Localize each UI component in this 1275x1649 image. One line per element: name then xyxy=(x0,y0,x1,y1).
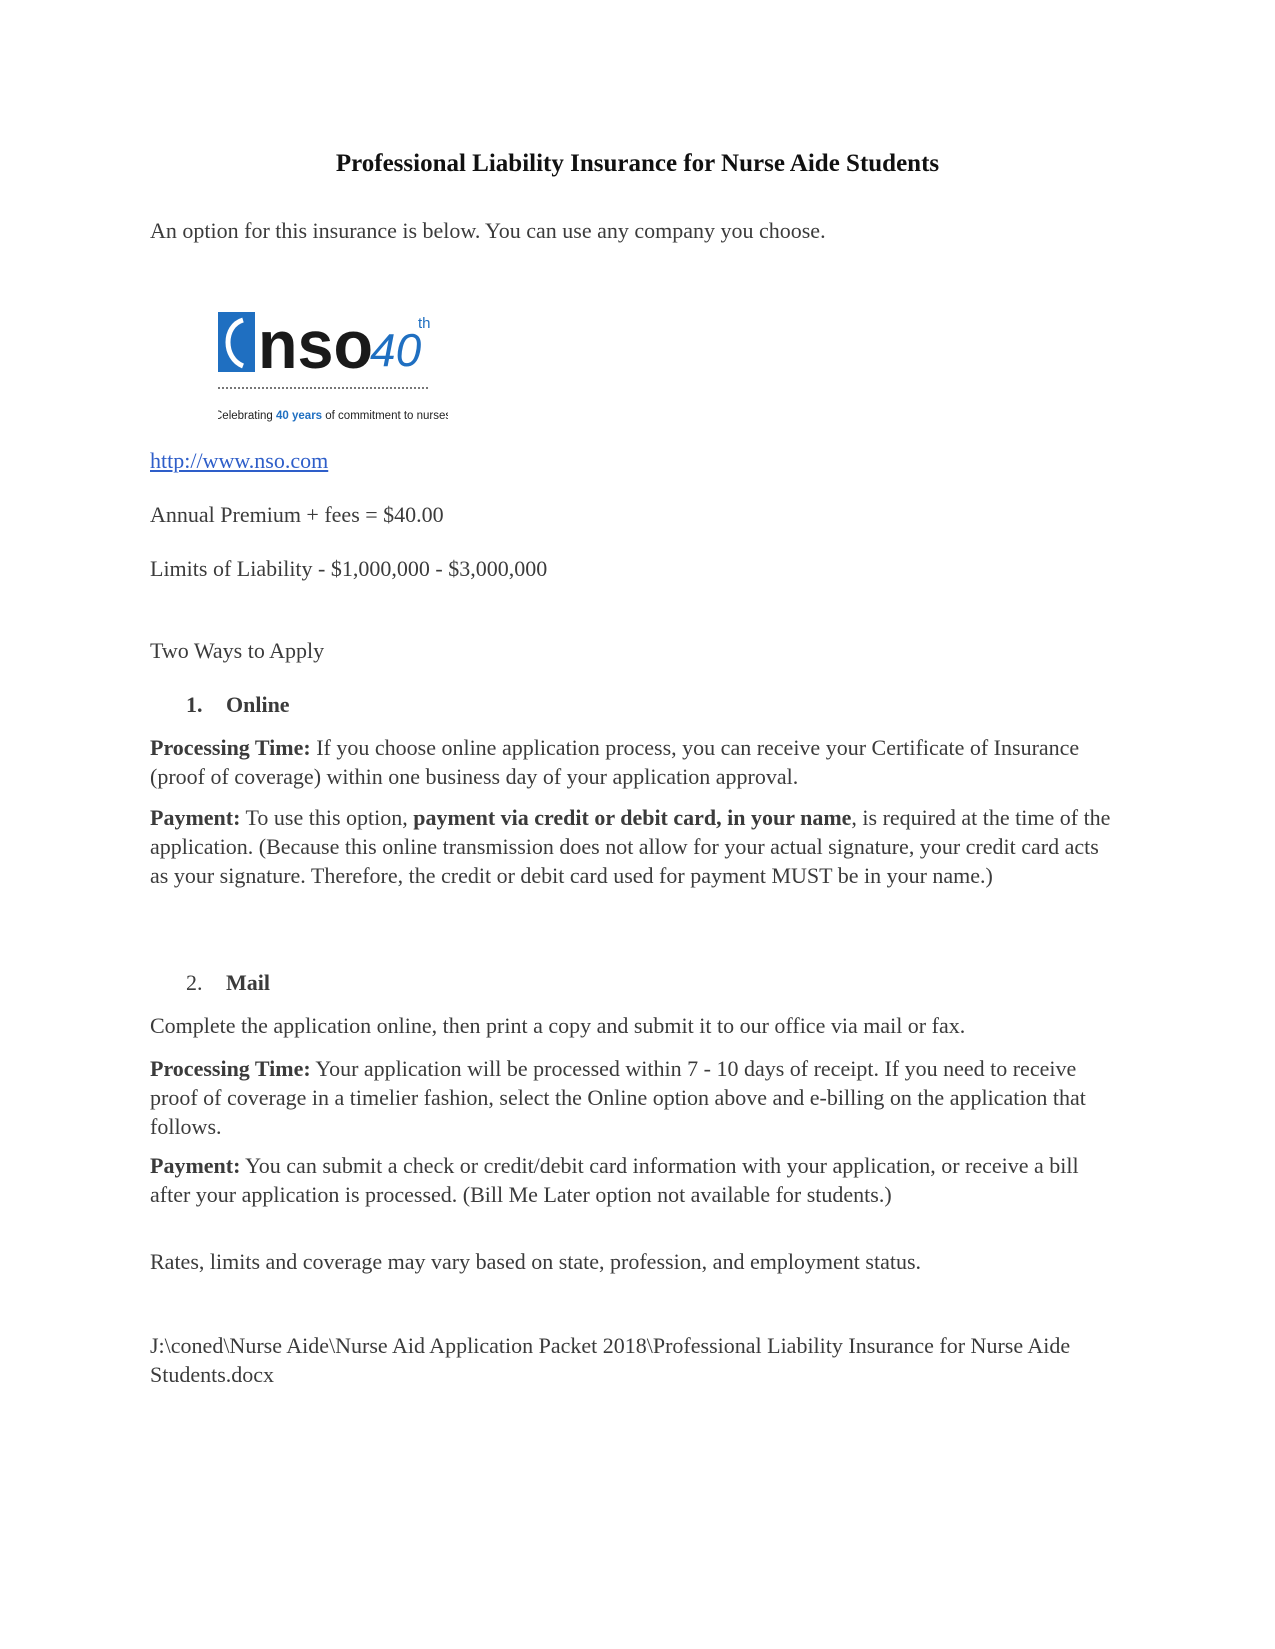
nso-logo-icon xyxy=(218,312,448,442)
list-item-mail xyxy=(186,968,270,997)
list-label: Online xyxy=(226,692,290,717)
logo-anniversary: 40 xyxy=(370,324,422,376)
disclaimer-text: Rates, limits and coverage may vary based on state, profession, and employment status. xyxy=(150,1249,922,1274)
logo-anniversary-suffix: th xyxy=(418,315,431,332)
payment-text-continued: , is required at the time of the application. (Because this online transmission does not allow for your actual signature, your credit card acts as your signature. Therefore, the credit or debit card used for payment MUST be in your name.) xyxy=(150,805,1111,888)
logo-tagline: Celebrating 40 years of commitment to nurses xyxy=(218,410,448,422)
list-number: 2. xyxy=(186,970,203,995)
payment-emphasis: payment via credit or debit card, in your name xyxy=(413,805,852,830)
payment-text: You can submit a check or credit/debit card information with your application, or receive a bill after your application is processed. (Bill Me Later option not available for students.) xyxy=(150,1153,1079,1207)
logo-wordmark: nso xyxy=(258,312,373,383)
online-processing-paragraph xyxy=(150,733,1120,791)
list-item-online xyxy=(186,690,290,719)
nso-link-line xyxy=(150,446,1120,475)
list-label: Mail xyxy=(226,970,270,995)
file-path-footer: J:\coned\Nurse Aide\Nurse Aid Application Packet 2018\Professional Liability Insurance for Nurse Aide Students.docx xyxy=(150,1333,1071,1387)
nso-website-link[interactable]: http://www.nso.com xyxy=(150,448,329,473)
mail-processing-paragraph xyxy=(150,1054,1120,1141)
processing-label: Processing Time: xyxy=(150,1056,311,1081)
processing-label: Processing Time: xyxy=(150,735,311,760)
ways-heading: Two Ways to Apply xyxy=(150,638,325,663)
premium-text: Annual Premium + fees = $40.00 xyxy=(150,502,444,527)
intro-text: An option for this insurance is below. You can use any company you choose. xyxy=(150,218,826,243)
nso-logo xyxy=(218,312,448,442)
mail-intro: Complete the application online, then print a copy and submit it to our office via mail or fax. xyxy=(150,1013,966,1038)
limits-text: Limits of Liability - $1,000,000 - $3,000,000 xyxy=(150,556,548,581)
payment-label: Payment: xyxy=(150,805,241,830)
mail-payment-paragraph xyxy=(150,1151,1120,1209)
processing-text: Your application will be processed within 7 - 10 days of receipt. If you need to receive proof of coverage in a timelier fashion, select the Online option above and e-billing on the application that follows. xyxy=(150,1056,1086,1139)
processing-text: If you choose online application process, you can receive your Certificate of Insurance (proof of coverage) within one business day of your application approval. xyxy=(150,735,1080,789)
payment-label: Payment: xyxy=(150,1153,241,1178)
payment-text: To use this option, xyxy=(240,805,414,830)
document-title: Professional Liability Insurance for Nurse Aide Students xyxy=(335,150,940,177)
list-number: 1. xyxy=(186,692,203,717)
online-payment-paragraph xyxy=(150,803,1120,890)
